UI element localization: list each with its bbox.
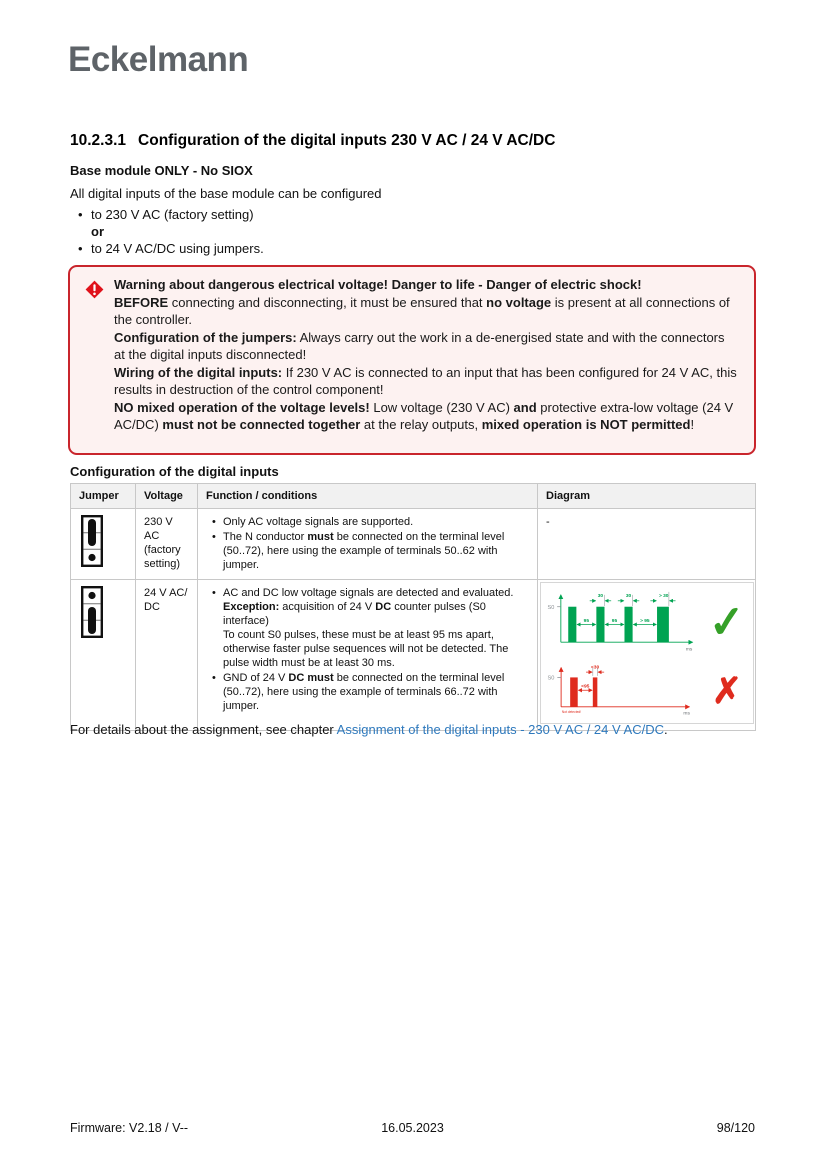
check-icon: ✓ xyxy=(706,596,748,649)
voltage-cell: 230 V AC (factory setting) xyxy=(136,509,198,580)
list-item: • GND of 24 V DC must be connected on the terminal level (50..72), here using the example of terminals 66..72 with jumper. xyxy=(211,671,529,713)
warning-icon xyxy=(85,280,104,299)
list-item: • Only AC voltage signals are supported. xyxy=(211,515,529,529)
list-item-or: or xyxy=(91,224,104,239)
column-header-voltage: Voltage xyxy=(136,484,198,509)
chapter-link[interactable]: Assignment of the digital inputs - 230 V AC / 24 V AC/DC xyxy=(336,722,665,737)
warning-line: Configuration of the jumpers: Always carry out the work in a de-energised state and with the connectors at the digital inputs disconnected! xyxy=(114,329,725,362)
function-cell xyxy=(198,580,538,731)
pulse-gap-label: > 95 xyxy=(640,618,650,624)
pulse-width-label: <30 xyxy=(590,665,600,671)
footer-date: 16.05.2023 xyxy=(381,1121,444,1135)
pulse-width-label: > 30 xyxy=(658,594,669,600)
pulse-width-label: 30 xyxy=(625,594,632,600)
warning-line: Warning about dangerous electrical voltage! Danger to life - Danger of electric shock! xyxy=(114,277,642,292)
table-row xyxy=(71,509,756,580)
link-suffix-text: . xyxy=(664,722,668,737)
column-header-function: Function / conditions xyxy=(198,484,538,509)
y-axis-label: S0 xyxy=(547,604,555,611)
y-axis-label: S0 xyxy=(547,675,555,682)
diagram-note: Not detected! xyxy=(561,709,582,714)
pulse-gap-label: 95 xyxy=(583,618,590,624)
intro-bullet-list xyxy=(78,206,264,257)
section-number: 10.2.3.1 xyxy=(70,132,127,149)
pulse-width-label: 30 xyxy=(597,594,604,600)
pulse-gap-label: 95 xyxy=(611,618,618,624)
section-title: Configuration of the digital inputs 230 V AC / 24 V AC/DC xyxy=(138,132,556,149)
intro-text: All digital inputs of the base module can be configured xyxy=(70,186,382,201)
column-header-diagram: Diagram xyxy=(538,484,756,509)
link-prefix-text: For details about the assignment, see chapter xyxy=(70,722,337,737)
table-row xyxy=(71,580,756,731)
jumper-bridge-bottom-icon xyxy=(81,586,103,638)
warning-box xyxy=(68,265,756,455)
configuration-table xyxy=(70,483,756,731)
x-axis-unit: ms xyxy=(683,711,690,717)
s0-pulse-chart-ok xyxy=(543,586,703,660)
diagram-cell xyxy=(538,580,756,731)
voltage-cell: 24 V AC/ DC xyxy=(136,580,198,731)
brand-logo: Eckelmann xyxy=(68,40,249,79)
subsection-title: Base module ONLY - No SIOX xyxy=(70,163,253,178)
column-header-jumper: Jumper xyxy=(71,484,136,509)
warning-line: BEFORE connecting and disconnecting, it must be ensured that no voltage is present at all connections of the controller. xyxy=(114,294,730,327)
ok-pulse-diagram xyxy=(543,586,751,660)
function-cell xyxy=(198,509,538,580)
list-item: • The N conductor must be connected on the terminal level (50..72), here using the example of terminals 50..62 with jumper. xyxy=(211,530,529,572)
table-caption: Configuration of the digital inputs xyxy=(70,464,279,479)
footer-firmware: Firmware: V2.18 / V-- xyxy=(70,1121,189,1135)
diagram-cell: - xyxy=(538,509,756,580)
pulse-diagrams xyxy=(540,582,754,724)
list-item: • to 24 V AC/DC using jumpers. xyxy=(78,240,264,257)
section-heading xyxy=(70,132,555,150)
warning-line: NO mixed operation of the voltage levels! Low voltage (230 V AC) and protective extra-low voltage (24 V AC/DC) must not be connected together at the relay outputs, mixed operation is NOT permitted! xyxy=(114,399,734,432)
pulse-gap-label: <95 xyxy=(581,684,590,690)
jumper-bridge-top-icon xyxy=(81,515,103,567)
cross-icon: ✗ xyxy=(711,670,743,711)
table-header-row xyxy=(71,484,756,509)
warning-line: Wiring of the digital inputs: If 230 V AC is connected to an input that has been configured for 24 V AC, this results in destruction of the control component! xyxy=(114,364,737,397)
warning-text xyxy=(114,276,738,434)
list-item: • AC and DC low voltage signals are detected and evaluated. Exception: acquisition of 24 V DC counter pulses (S0 interface) To count S0 pulses, these must be at least 95 ms apart, otherwise faster pulse sequences will not be detected. The pulse width must be at least 30 ms. xyxy=(211,586,529,670)
footer-page-number: 98/120 xyxy=(716,1121,755,1135)
details-paragraph xyxy=(70,722,668,737)
s0-pulse-chart-bad xyxy=(543,660,703,722)
x-axis-unit: ms xyxy=(685,647,693,653)
list-item: • to 230 V AC (factory setting) xyxy=(78,206,264,223)
bad-pulse-diagram xyxy=(543,660,751,722)
